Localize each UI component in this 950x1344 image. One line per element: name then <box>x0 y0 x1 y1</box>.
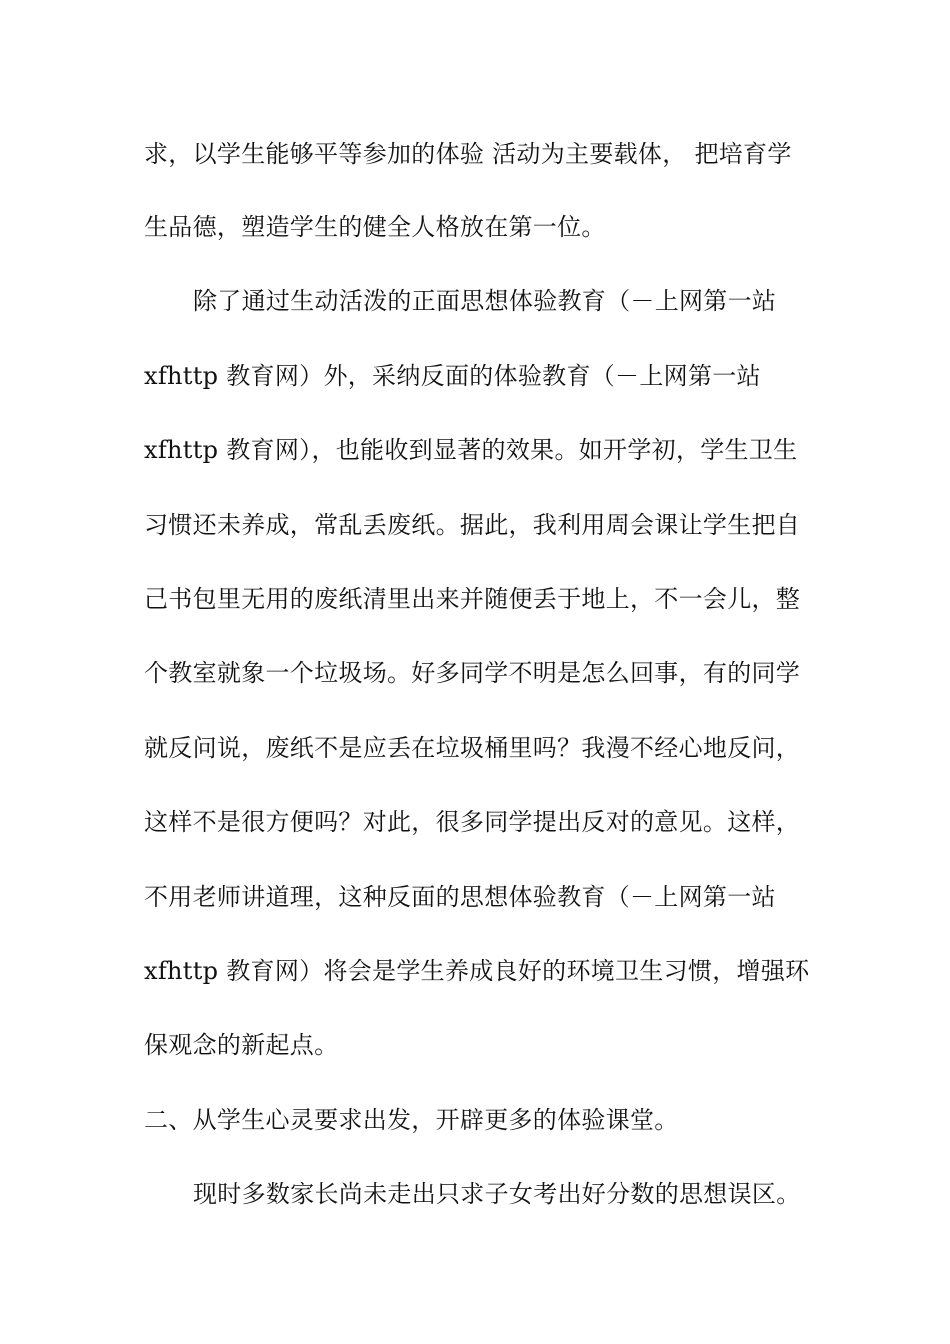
paragraph-start-line: 除了通过生动活泼的正面思想体验教育（－上网第一站 <box>193 287 777 315</box>
paragraph-start-line-2: 现时多数家长尚未走出只求子女考出好分数的思想误区。 <box>193 1180 801 1208</box>
text-line-11: 不用老师讲道理，这种反面的思想体验教育（－上网第一站 <box>144 883 776 911</box>
text-line-8: 个教室就象一个垃圾场。好多同学不明是怎么回事，有的同学 <box>144 659 801 687</box>
text-line-9: 就反问说，废纸不是应丢在垃圾桶里吗？我漫不经心地反问， <box>144 734 801 762</box>
text-line-7: 己书包里无用的废纸清里出来并随便丢于地上，不一会儿，整 <box>144 585 801 613</box>
text-line-5: xfhttp 教育网），也能收到显著的效果。如开学初，学生卫生 <box>144 436 798 464</box>
section-heading: 二、从学生心灵要求出发，开辟更多的体验课堂。 <box>144 1106 679 1134</box>
text-line-1: 求，以学生能够平等参加的体验 活动为主要载体， 把培育学 <box>144 140 792 168</box>
text-line-6: 习惯还未养成，常乱丢废纸。据此，我利用周会课让学生把自 <box>144 511 801 539</box>
text-line-2: 生品德，塑造学生的健全人格放在第一位。 <box>144 213 606 241</box>
text-line-4: xfhttp 教育网）外，采纳反面的体验教育（－上网第一站 <box>144 362 761 390</box>
text-line-12: xfhttp 教育网）将会是学生养成良好的环境卫生习惯，增强环 <box>144 957 810 985</box>
text-line-13: 保观念的新起点。 <box>144 1031 339 1059</box>
text-line-10: 这样不是很方便吗？对此，很多同学提出反对的意见。这样， <box>144 808 801 836</box>
